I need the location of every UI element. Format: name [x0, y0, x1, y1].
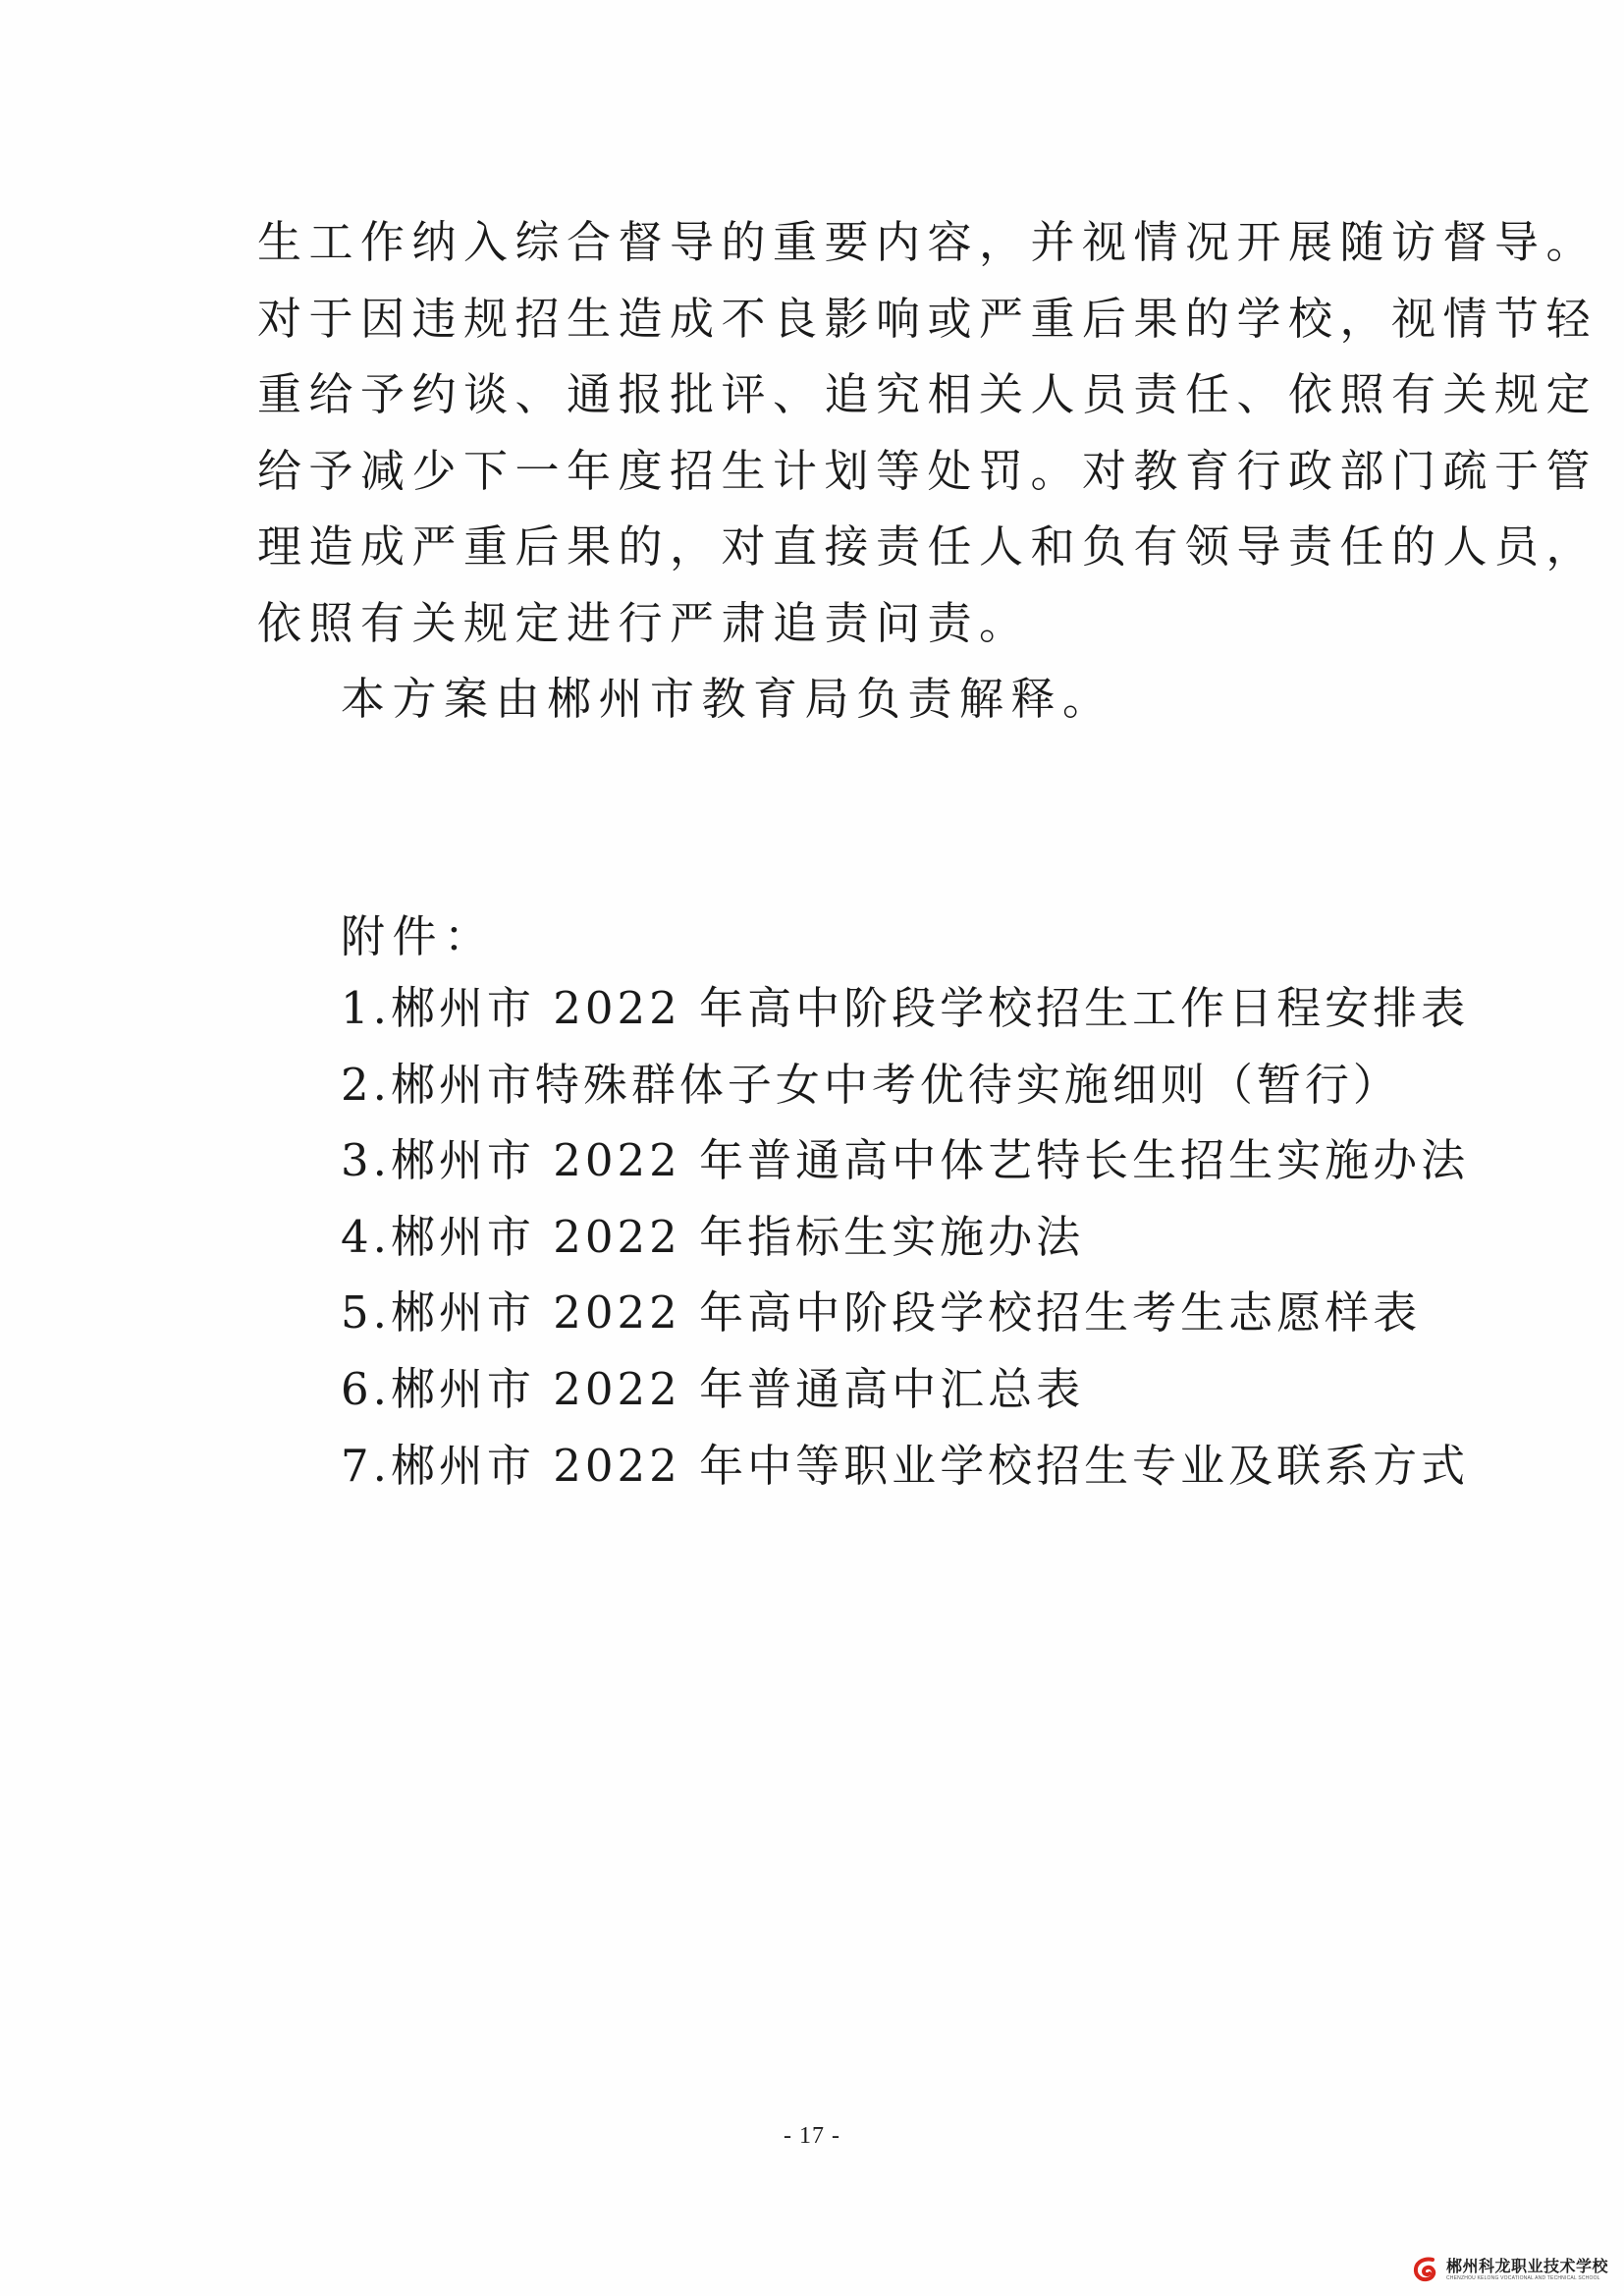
- watermark-text: [1445, 2256, 1608, 2281]
- attachment-item: 2.郴州市特殊群体子女中考优待实施细则（暂行）: [341, 1058, 1401, 1111]
- page-number: - 17 -: [784, 2123, 840, 2149]
- body-line: 生工作纳入综合督导的重要内容，并视情况开展随访督导。: [257, 216, 1598, 268]
- closing-statement: 本方案由郴州市教育局负责解释。: [341, 673, 1114, 725]
- watermark-name-cn: 郴州科龙职业技术学校: [1445, 2256, 1608, 2275]
- school-watermark: [1411, 2255, 1608, 2284]
- attachment-item: 3.郴州市 2022 年普通高中体艺特长生招生实施办法: [341, 1134, 1470, 1187]
- attachment-item: 5.郴州市 2022 年高中阶段学校招生考生志愿样表: [341, 1286, 1422, 1339]
- attachment-item: 7.郴州市 2022 年中等职业学校招生专业及联系方式: [341, 1439, 1470, 1492]
- body-line: 依照有关规定进行严肃追责问责。: [257, 596, 1031, 649]
- attachment-item: 6.郴州市 2022 年普通高中汇总表: [341, 1362, 1085, 1415]
- school-logo-icon: [1411, 2255, 1440, 2284]
- attachment-item: 4.郴州市 2022 年指标生实施办法: [341, 1210, 1085, 1263]
- body-line: 给予减少下一年度招生计划等处罚。对教育行政部门疏于管: [257, 444, 1598, 497]
- watermark-name-en: CHENZHOU KELONG VOCATIONAL AND TECHNICAL SCHOOL: [1445, 2274, 1600, 2281]
- body-paragraph: [257, 204, 1598, 661]
- body-line: 对于因违规招生造成不良影响或严重后果的学校，视情节轻: [257, 292, 1598, 345]
- body-line: 重给予约谈、通报批评、追究相关人员责任、依照有关规定: [257, 368, 1598, 420]
- attachments-list: [341, 970, 1469, 1503]
- body-line: 理造成严重后果的，对直接责任人和负有领导责任的人员，: [257, 520, 1598, 573]
- attachments-heading: 附件：: [341, 910, 496, 962]
- attachment-item: 1.郴州市 2022 年高中阶段学校招生工作日程安排表: [341, 982, 1470, 1034]
